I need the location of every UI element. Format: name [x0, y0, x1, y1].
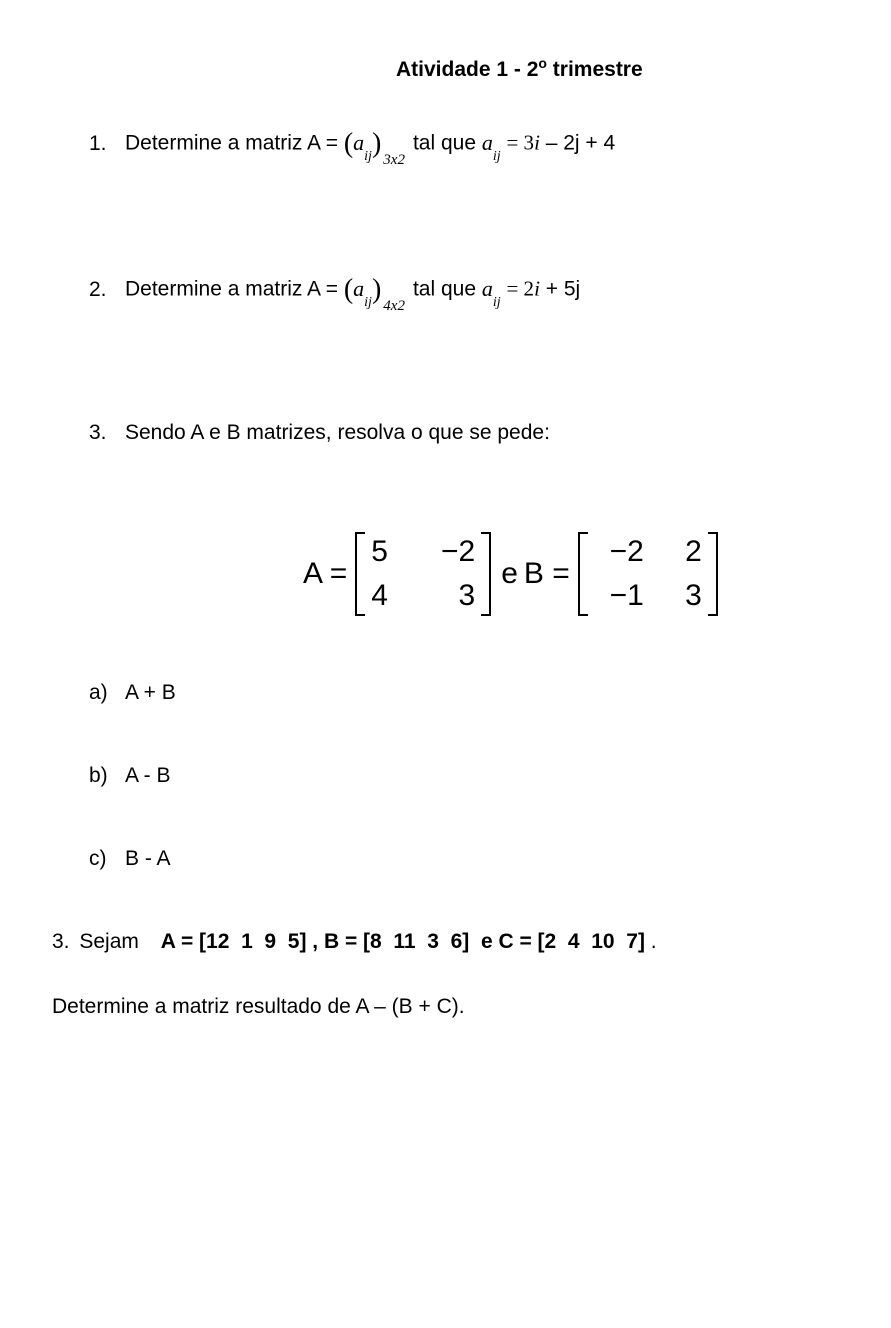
sub-item-b: b) A - B: [89, 764, 171, 787]
question-1-number: 1.: [89, 131, 107, 155]
matrix-a-label: A =: [303, 557, 348, 590]
title-text: Atividade 1 - 2: [396, 58, 539, 81]
right-paren: ): [371, 128, 382, 159]
matrix-b-cell: 2: [685, 535, 702, 568]
left-paren: (: [343, 128, 354, 159]
question-1-middle: tal que: [412, 131, 482, 155]
matrix-b-cell: −2: [609, 535, 644, 568]
question-4-matrices: A = [12 1 9 5] , B = [8 11 3 6] e C = [2 4 10 7]: [160, 930, 645, 953]
sub-item-c: c) B - A: [89, 847, 171, 870]
question-3-text: Sendo A e B matrizes, resolva o que se pede:: [125, 421, 550, 444]
question-2-dimension: 4x2: [383, 297, 405, 314]
formula-element-aij: $a_{ij}$: [481, 275, 501, 310]
question-2-formula: = 2: [506, 276, 535, 301]
matrix-element-aij: $a_{ij}$: [353, 129, 372, 164]
question-2-number: 2.: [89, 277, 107, 301]
matrix-b-label: B =: [523, 557, 570, 590]
matrix-element-aij: $a_{ij}$: [353, 275, 372, 310]
matrix-b: [578, 530, 718, 618]
title-rest: trimestre: [546, 58, 643, 81]
matrices-expression: [303, 530, 726, 618]
right-paren: ): [371, 274, 382, 305]
question-4: 3. Sejam A = [12 1 9 5] , B = [8 11 3 6] e C = [2 4 10 7] .: [52, 930, 657, 953]
page-title: [396, 55, 643, 82]
matrix-a-cell: 5: [371, 535, 388, 568]
question-2-middle: tal que: [412, 277, 482, 301]
question-4-lead: Sejam: [79, 930, 139, 953]
question-1-text: Determine a matriz A =: [125, 131, 344, 155]
matrix-b-cell: −1: [609, 579, 644, 612]
matrix-a-cell: −2: [441, 535, 476, 568]
question-4-number: 3.: [52, 930, 70, 953]
question-1-dimension: 3x2: [383, 151, 405, 168]
matrix-a-cell: 3: [458, 579, 476, 612]
sub-item-a: a) A + B: [89, 681, 176, 704]
question-1-formula-rest: – 2j + 4: [539, 131, 616, 155]
question-1-formula: = 3: [506, 130, 535, 155]
formula-element-aij: $a_{ij}$: [481, 129, 501, 164]
title-superscript: o: [538, 55, 547, 71]
left-paren: (: [343, 274, 354, 305]
question-2: 2. Determine a matriz $A = (a_{ij})_{4x2}tal$ que $a_{ij} = 2i + 5j$: [89, 274, 581, 314]
question-1: 1. Determine a matriz $A = (a_{ij})_{3x2}tal$ que $a_{ij} = 3i - 2j + 4$: [89, 128, 616, 168]
matrix-a-cell: 4: [371, 579, 388, 612]
question-3-number: 3.: [89, 421, 107, 444]
question-4-instruction: Determine a matriz resultado de A – (B + C).: [52, 995, 465, 1018]
matrix-b-cell: 3: [685, 579, 702, 612]
question-2-text: Determine a matriz A =: [125, 277, 344, 301]
matrix-connector: e: [501, 557, 518, 590]
question-2-formula-rest: + 5j: [539, 277, 581, 301]
matrix-a: [355, 530, 491, 618]
question-3: [89, 421, 550, 445]
